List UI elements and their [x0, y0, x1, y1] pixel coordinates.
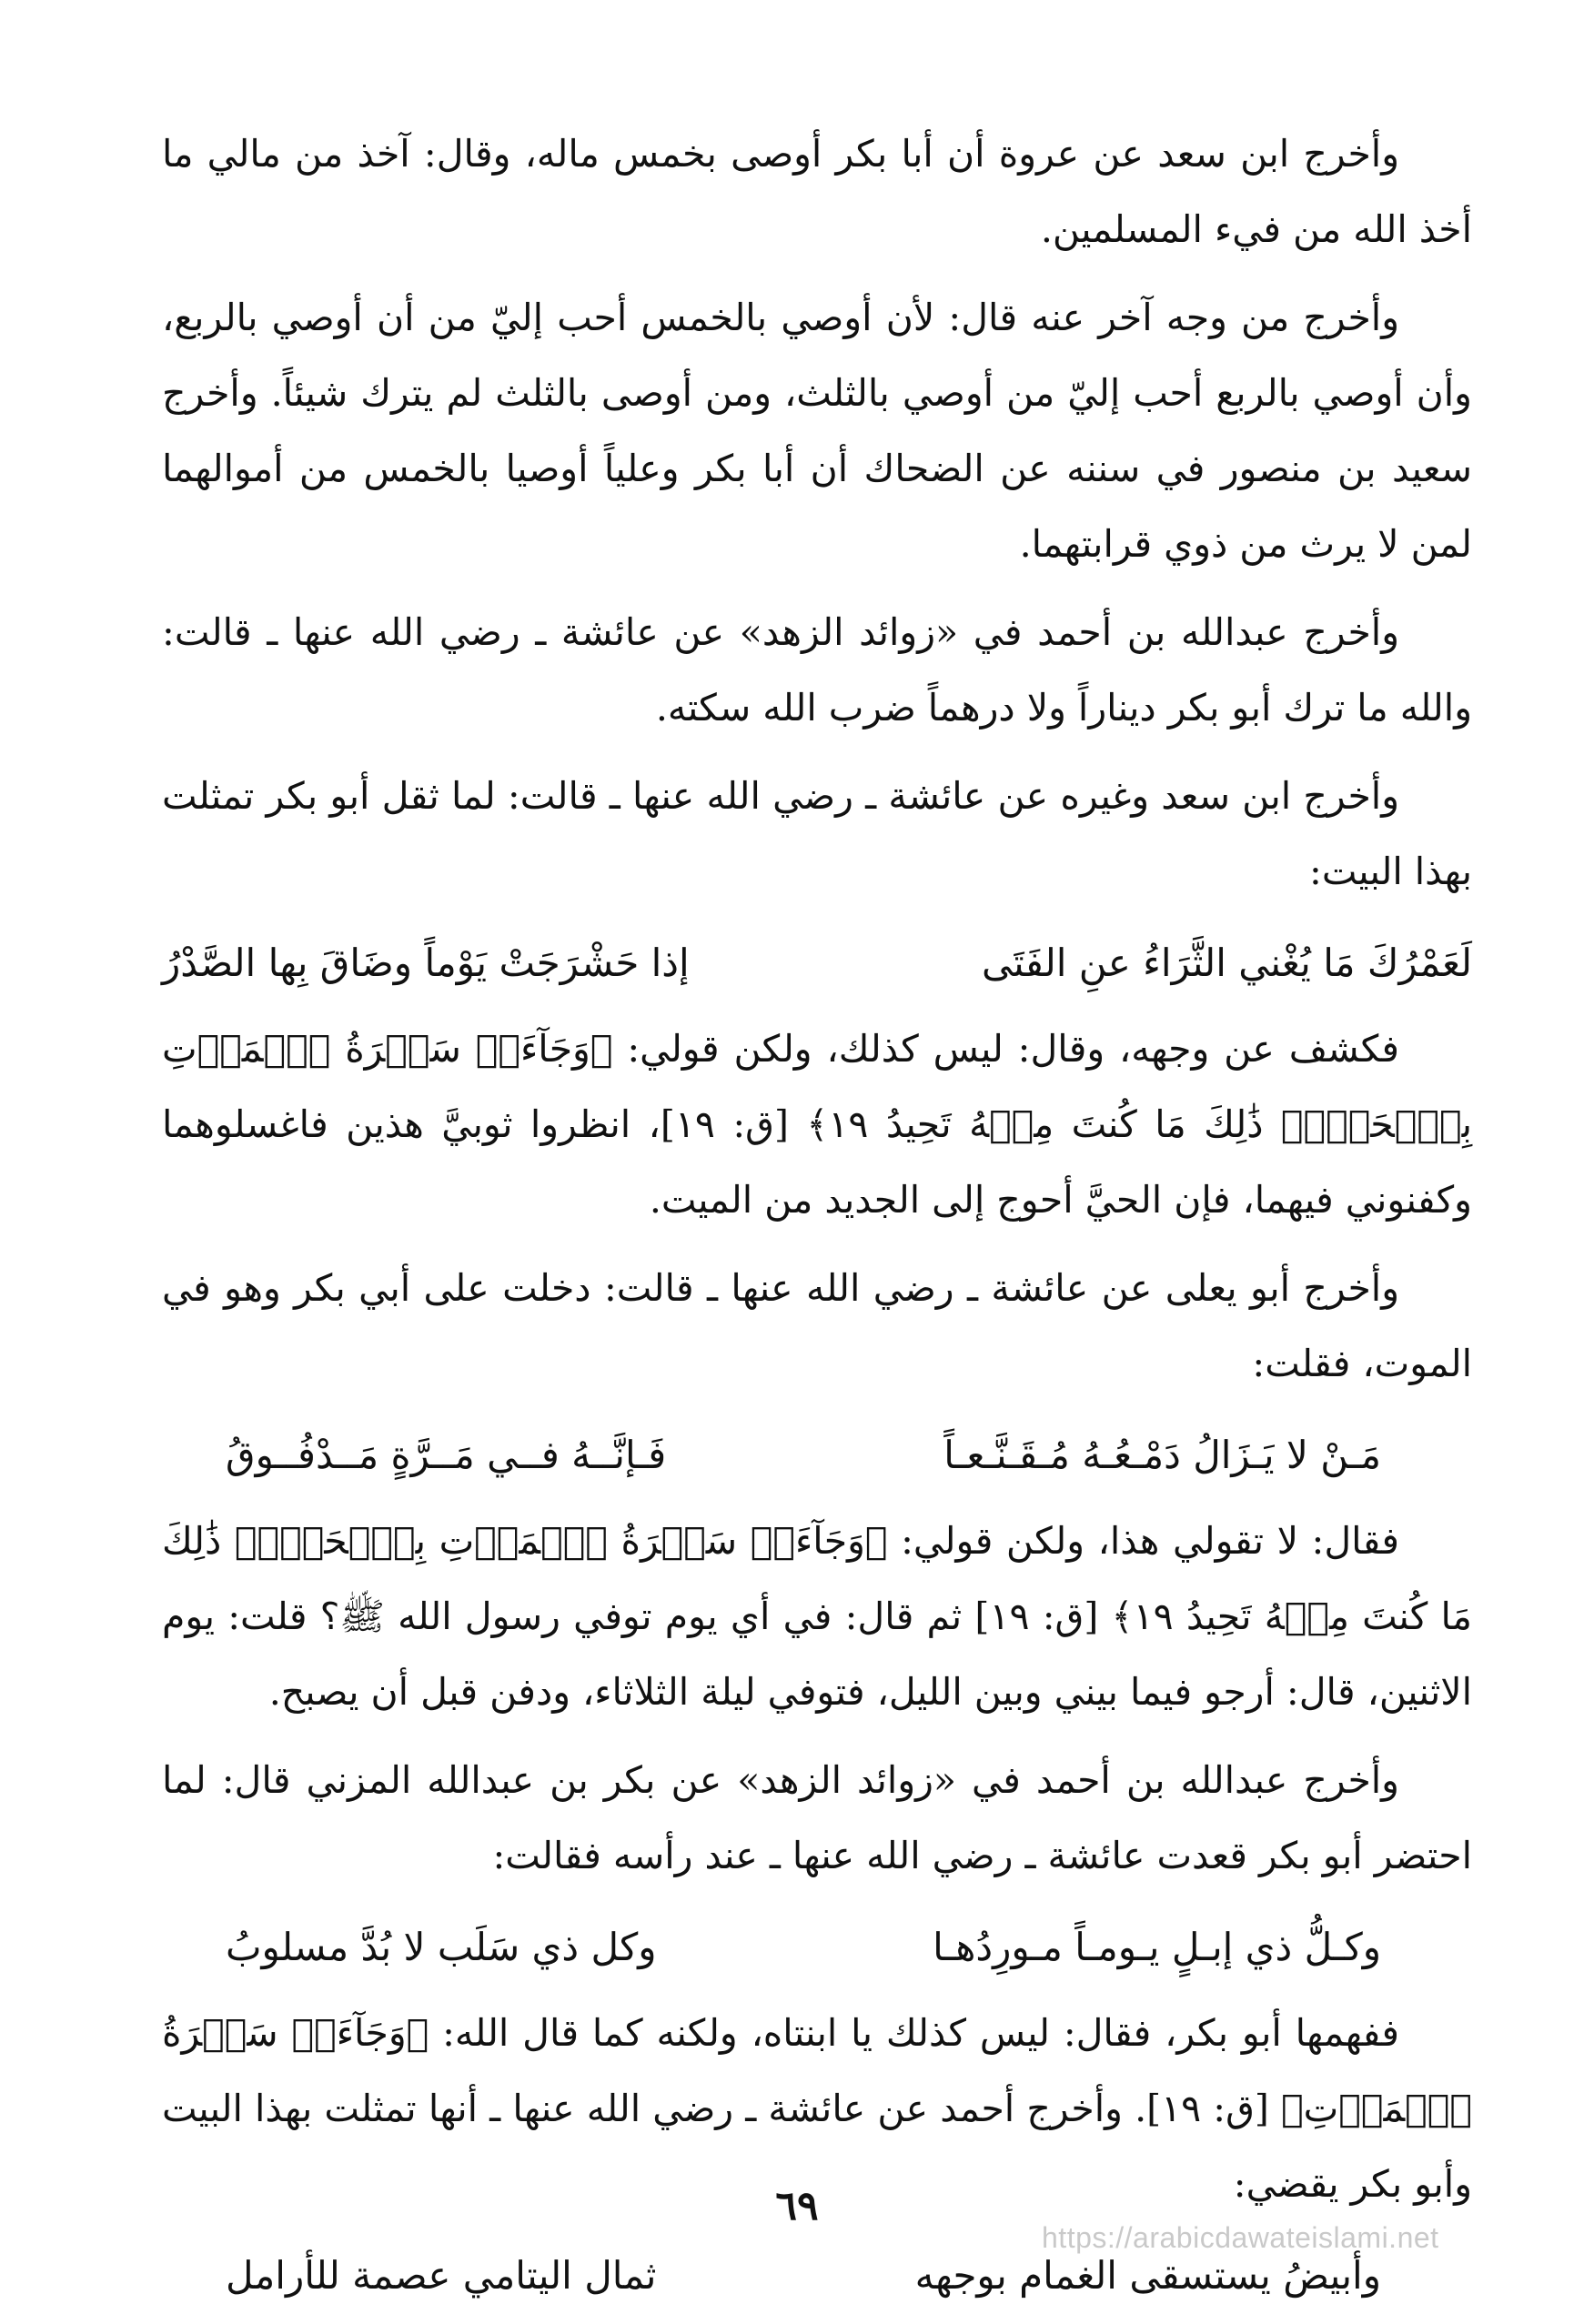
paragraph-ibn-saad-illness: وأخرج ابن سعد وغيره عن عائشة ـ رضي الله عنها ـ قالت: لما ثقل أبو بكر تمثلت بهذا البيت:	[162, 774, 1472, 893]
verse-line	[162, 1414, 1472, 1494]
paragraph-quran-sakrat: فكشف عن وجهه، وقال: ليس كذلك، ولكن قولي: ﴿وَجَآءَتۡ سَكۡرَةُ ٱلۡمَوۡتِ بِٱلۡحَقِّۖ ذَٰلِكَ مَا كُنتَ مِنۡهُ تَحِيدُ ١٩﴾ [ق: ١٩]، انظروا ثوبيَّ هذين فاغسلوهما وكفنوني فيهما، فإن الحيَّ أحوج إلى الجديد من الميت.	[162, 1027, 1472, 1222]
page-number: ٦٩	[775, 2183, 819, 2229]
verse-first-hemistich: لَعَمْرُكَ مَا يُغْني الثَّرَاءُ عنِ الفَتَى	[982, 940, 1472, 985]
page-body	[162, 116, 1472, 2324]
paragraph-ibn-saad-urwa: وأخرج ابن سعد عن عروة أن أبا بكر أوصى بخمس ماله، وقال: آخذ من مالي ما أخذ الله من فيء المسلمين.	[162, 132, 1472, 251]
verse-second-hemistich: وكل ذي سَلَب لا بُدَّ مسلوبُ	[226, 1924, 657, 1969]
verse-first-hemistich: وكـلُّ ذي إبـلٍ يـومـاً مـورِدُهـا	[933, 1924, 1381, 1969]
paragraph-will-fifth: وأخرج من وجه آخر عنه قال: لأن أوصي بالخمس أحب إليّ من أن أوصي بالربع، وأن أوصي بالربع أحب إليّ من أوصي بالثلث، ومن أوصى بالثلث لم يترك شيئاً. وأخرج سعيد بن منصور في سننه عن الضحاك أن أبا بكر وعلياً أوصيا بالخمس من أموالهما لمن لا يرث من ذوي قرابتهما.	[162, 296, 1472, 566]
verse-first-hemistich: وأبيضُ يستسقى الغمام بوجهه	[914, 2252, 1381, 2298]
verse-second-hemistich: إذا حَشْرَجَتْ يَوْماً وضَاقَ بِها الصَّدْرُ	[162, 940, 690, 985]
paragraph-zawaid-aisha-dinar: وأخرج عبدالله بن أحمد في «زوائد الزهد» عن عائشة ـ رضي الله عنها ـ قالت: والله ما ترك أبو بكر ديناراً ولا درهماً ضرب الله سكته.	[162, 610, 1472, 729]
verse-line	[162, 922, 1472, 1002]
paragraph-monday-death: فقال: لا تقولي هذا، ولكن قولي: ﴿وَجَآءَتۡ سَكۡرَةُ ٱلۡمَوۡتِ بِٱلۡحَقِّۖ ذَٰلِكَ مَا كُنتَ مِنۡهُ تَحِيدُ ١٩﴾ [ق: ١٩] ثم قال: في أي يوم توفي رسول الله ﷺ؟ قلت: يوم الاثنين، قال: أرجو فيما بيني وبين الليل، فتوفي ليلة الثلاثاء، ودفن قبل أن يصبح.	[162, 1519, 1472, 1714]
verse-second-hemistich: فَـإنَّــهُ فــي مَــرَّةٍ مَــدْفُــوقُ	[226, 1432, 667, 1477]
verse-line	[162, 1906, 1472, 1987]
verse-second-hemistich: ثمال اليتامي عصمة للأرامل	[226, 2252, 657, 2298]
watermark-url: https://arabicdawateislami.net	[1042, 2221, 1439, 2254]
paragraph-ya-ibnatah: ففهمها أبو بكر، فقال: ليس كذلك يا ابنتاه، ولكنه كما قال الله: ﴿وَجَآءَتۡ سَكۡرَةُ ٱلۡمَوۡتِ﴾ [ق: ١٩]. وأخرج أحمد عن عائشة ـ رضي الله عنها ـ أنها تمثلت بهذا البيت وأبو بكر يقضي:	[162, 2011, 1472, 2206]
paragraph-abu-yala: وأخرج أبو يعلى عن عائشة ـ رضي الله عنها ـ قالت: دخلت على أبي بكر وهو في الموت، فقلت:	[162, 1266, 1472, 1385]
verse-first-hemistich: مَـنْ لا يَـزَالُ دَمْـعُـهُ مُـقَـنَّـعـاً	[943, 1432, 1381, 1477]
paragraph-bakr-muzani: وأخرج عبدالله بن أحمد في «زوائد الزهد» عن بكر بن عبدالله المزني قال: لما احتضر أبو بكر قعدت عائشة ـ رضي الله عنها ـ عند رأسه فقالت:	[162, 1758, 1472, 1877]
